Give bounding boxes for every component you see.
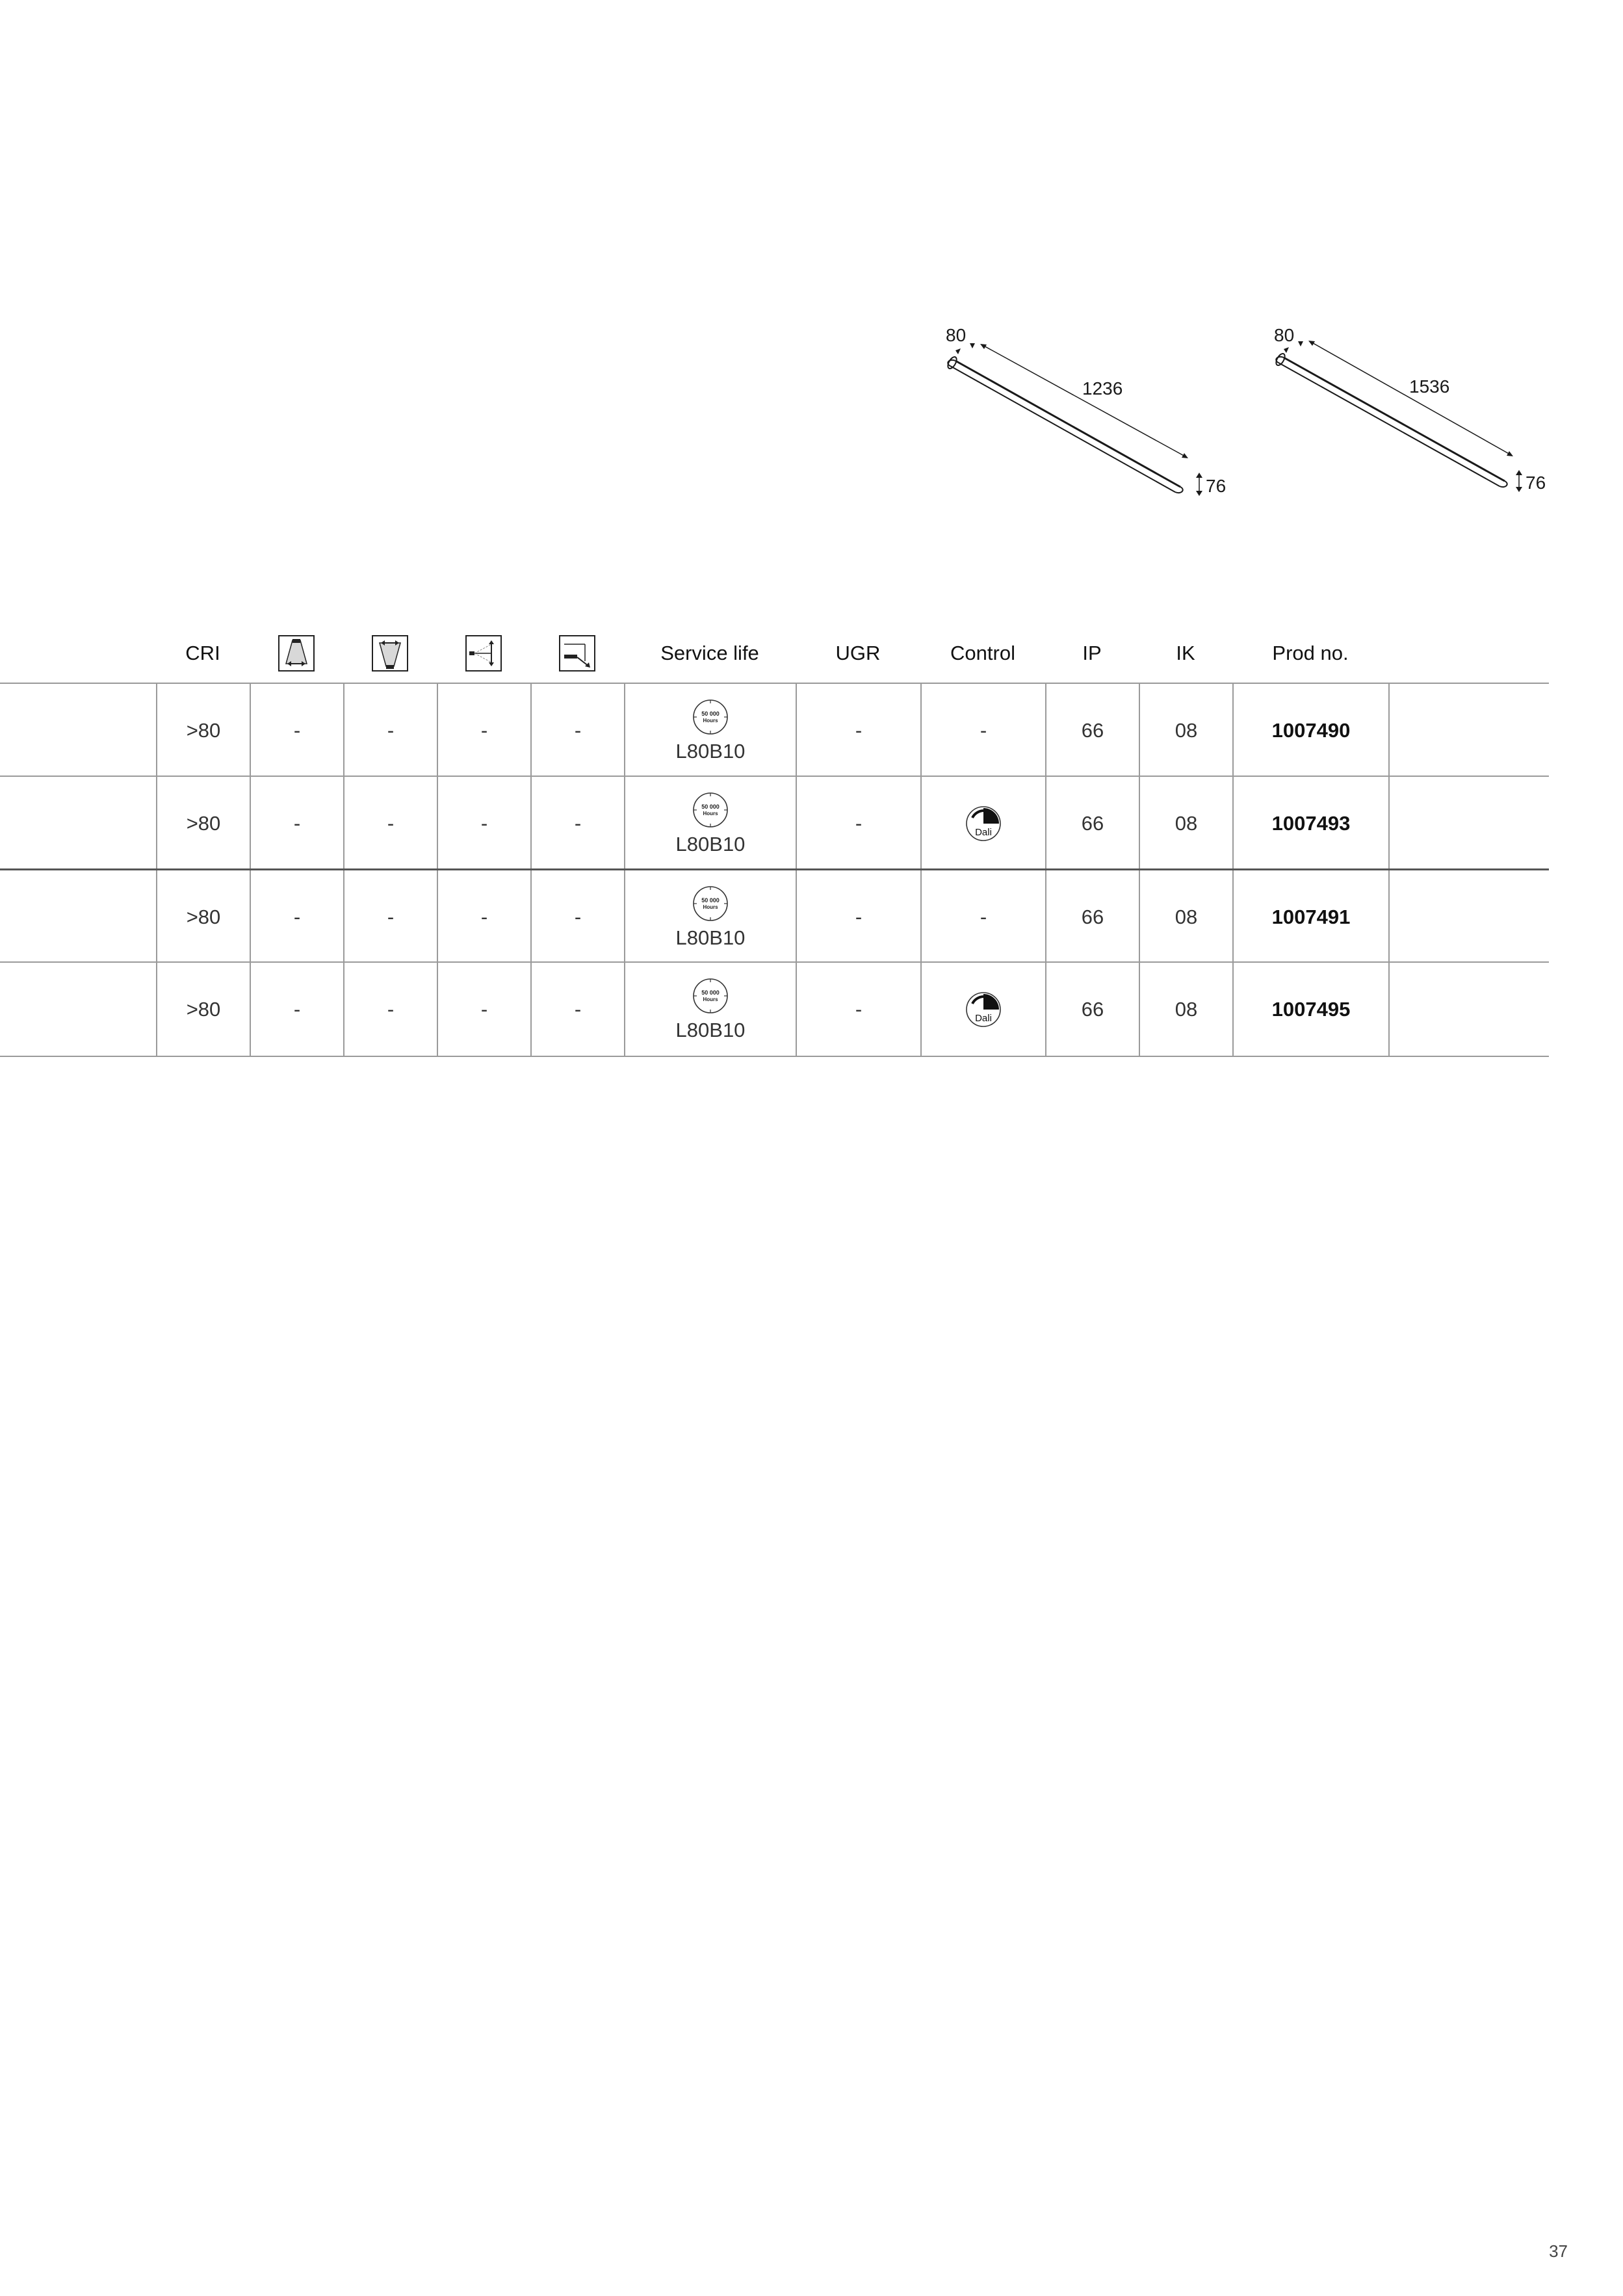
cell-cri: >80: [156, 777, 250, 870]
service-life-label: L80B10: [675, 832, 746, 855]
width-dim-label: 80: [946, 325, 967, 345]
cell-c4: -: [530, 777, 624, 870]
cell-ip: 66: [1045, 963, 1139, 1056]
clock-hours-icon: [692, 977, 729, 1015]
header-prod-no: Prod no.: [1272, 642, 1349, 664]
table-row: [0, 683, 1549, 777]
cell-cri: >80: [156, 684, 250, 777]
page-number: 37: [1549, 2241, 1568, 2261]
svg-text:50 000: 50 000: [701, 803, 720, 810]
header-ik: IK: [1176, 642, 1195, 664]
header-cri: CRI: [185, 642, 220, 664]
cell-c2: -: [343, 777, 437, 870]
cell-prod-no: 1007491: [1232, 870, 1388, 963]
table-row: [0, 961, 1549, 1057]
cell-c4: -: [530, 684, 624, 777]
clock-hours-icon: [692, 698, 729, 736]
cell-c3: -: [437, 870, 530, 963]
cell-c1: -: [250, 870, 343, 963]
svg-text:Dali: Dali: [975, 826, 992, 838]
svg-text:Hours: Hours: [703, 904, 718, 910]
length-dim-label: 1236: [1082, 378, 1123, 398]
clock-hours-icon: [692, 791, 729, 829]
cell-c4: -: [530, 963, 624, 1056]
cell-cri: >80: [156, 870, 250, 963]
cell-ik: 08: [1139, 870, 1232, 963]
cell-control: -: [920, 684, 1045, 777]
dali-dimming-icon: [965, 805, 1002, 842]
svg-text:50 000: 50 000: [701, 896, 720, 904]
cell-c3: -: [437, 777, 530, 870]
cell-blank: [1388, 684, 1549, 777]
cell-control: -: [920, 870, 1045, 963]
cell-ip: 66: [1045, 870, 1139, 963]
header-ip: IP: [1082, 642, 1102, 664]
cell-blank: [1388, 870, 1549, 963]
cell-service-life: [624, 963, 796, 1056]
service-life-label: L80B10: [675, 1018, 746, 1041]
clock-hours-icon: [692, 885, 729, 922]
cell-ip: 66: [1045, 684, 1139, 777]
cell-c1: -: [250, 963, 343, 1056]
cell-blank: [1388, 963, 1549, 1056]
length-dim-label: 1536: [1409, 376, 1450, 397]
svg-text:50 000: 50 000: [701, 710, 720, 717]
cell-prod-no: 1007493: [1232, 777, 1388, 870]
cell-ugr: -: [796, 870, 920, 963]
luminaire-drawing-1536: [1264, 322, 1563, 507]
service-life-label: L80B10: [675, 926, 746, 949]
cell-c1: -: [250, 684, 343, 777]
svg-text:Dali: Dali: [975, 1012, 992, 1024]
table-row: [0, 776, 1549, 870]
direct-down-light-icon: [250, 624, 343, 683]
direct-up-light-icon: [343, 624, 437, 683]
cell-ugr: -: [796, 777, 920, 870]
cell-service-life: [624, 777, 796, 870]
cell-prod-no: 1007495: [1232, 963, 1388, 1056]
cell-c2: -: [343, 684, 437, 777]
service-life-label: L80B10: [675, 739, 746, 763]
header-ugr: UGR: [835, 642, 881, 664]
cell-cri: >80: [156, 963, 250, 1056]
cell-ik: 08: [1139, 684, 1232, 777]
cell-c1: -: [250, 777, 343, 870]
dali-dimming-icon: [965, 991, 1002, 1028]
cell-blank: [1388, 777, 1549, 870]
header-control: Control: [950, 642, 1015, 664]
width-dim-label: 80: [1274, 325, 1295, 345]
cell-ugr: -: [796, 684, 920, 777]
cell-ugr: -: [796, 963, 920, 1056]
cell-c4: -: [530, 870, 624, 963]
cell-control: [920, 963, 1045, 1056]
cell-control: [920, 777, 1045, 870]
cell-ik: 08: [1139, 963, 1232, 1056]
cell-c3: -: [437, 963, 530, 1056]
svg-text:Hours: Hours: [703, 717, 718, 724]
cell-service-life: [624, 870, 796, 963]
svg-text:50 000: 50 000: [701, 989, 720, 996]
cell-ip: 66: [1045, 777, 1139, 870]
cell-c3: -: [437, 684, 530, 777]
cell-c2: -: [343, 963, 437, 1056]
side-beam-adjust-icon: [437, 624, 530, 683]
cell-service-life: [624, 684, 796, 777]
height-dim-label: 76: [1526, 473, 1546, 493]
cell-ik: 08: [1139, 777, 1232, 870]
luminaire-drawing-1236: [936, 322, 1235, 507]
cell-prod-no: 1007490: [1232, 684, 1388, 777]
svg-text:Hours: Hours: [703, 996, 718, 1002]
svg-text:Hours: Hours: [703, 810, 718, 816]
header-service-life: Service life: [660, 642, 759, 664]
tilt-light-icon: [530, 624, 624, 683]
height-dim-label: 76: [1206, 476, 1227, 496]
table-row: [0, 868, 1549, 963]
cell-c2: -: [343, 870, 437, 963]
